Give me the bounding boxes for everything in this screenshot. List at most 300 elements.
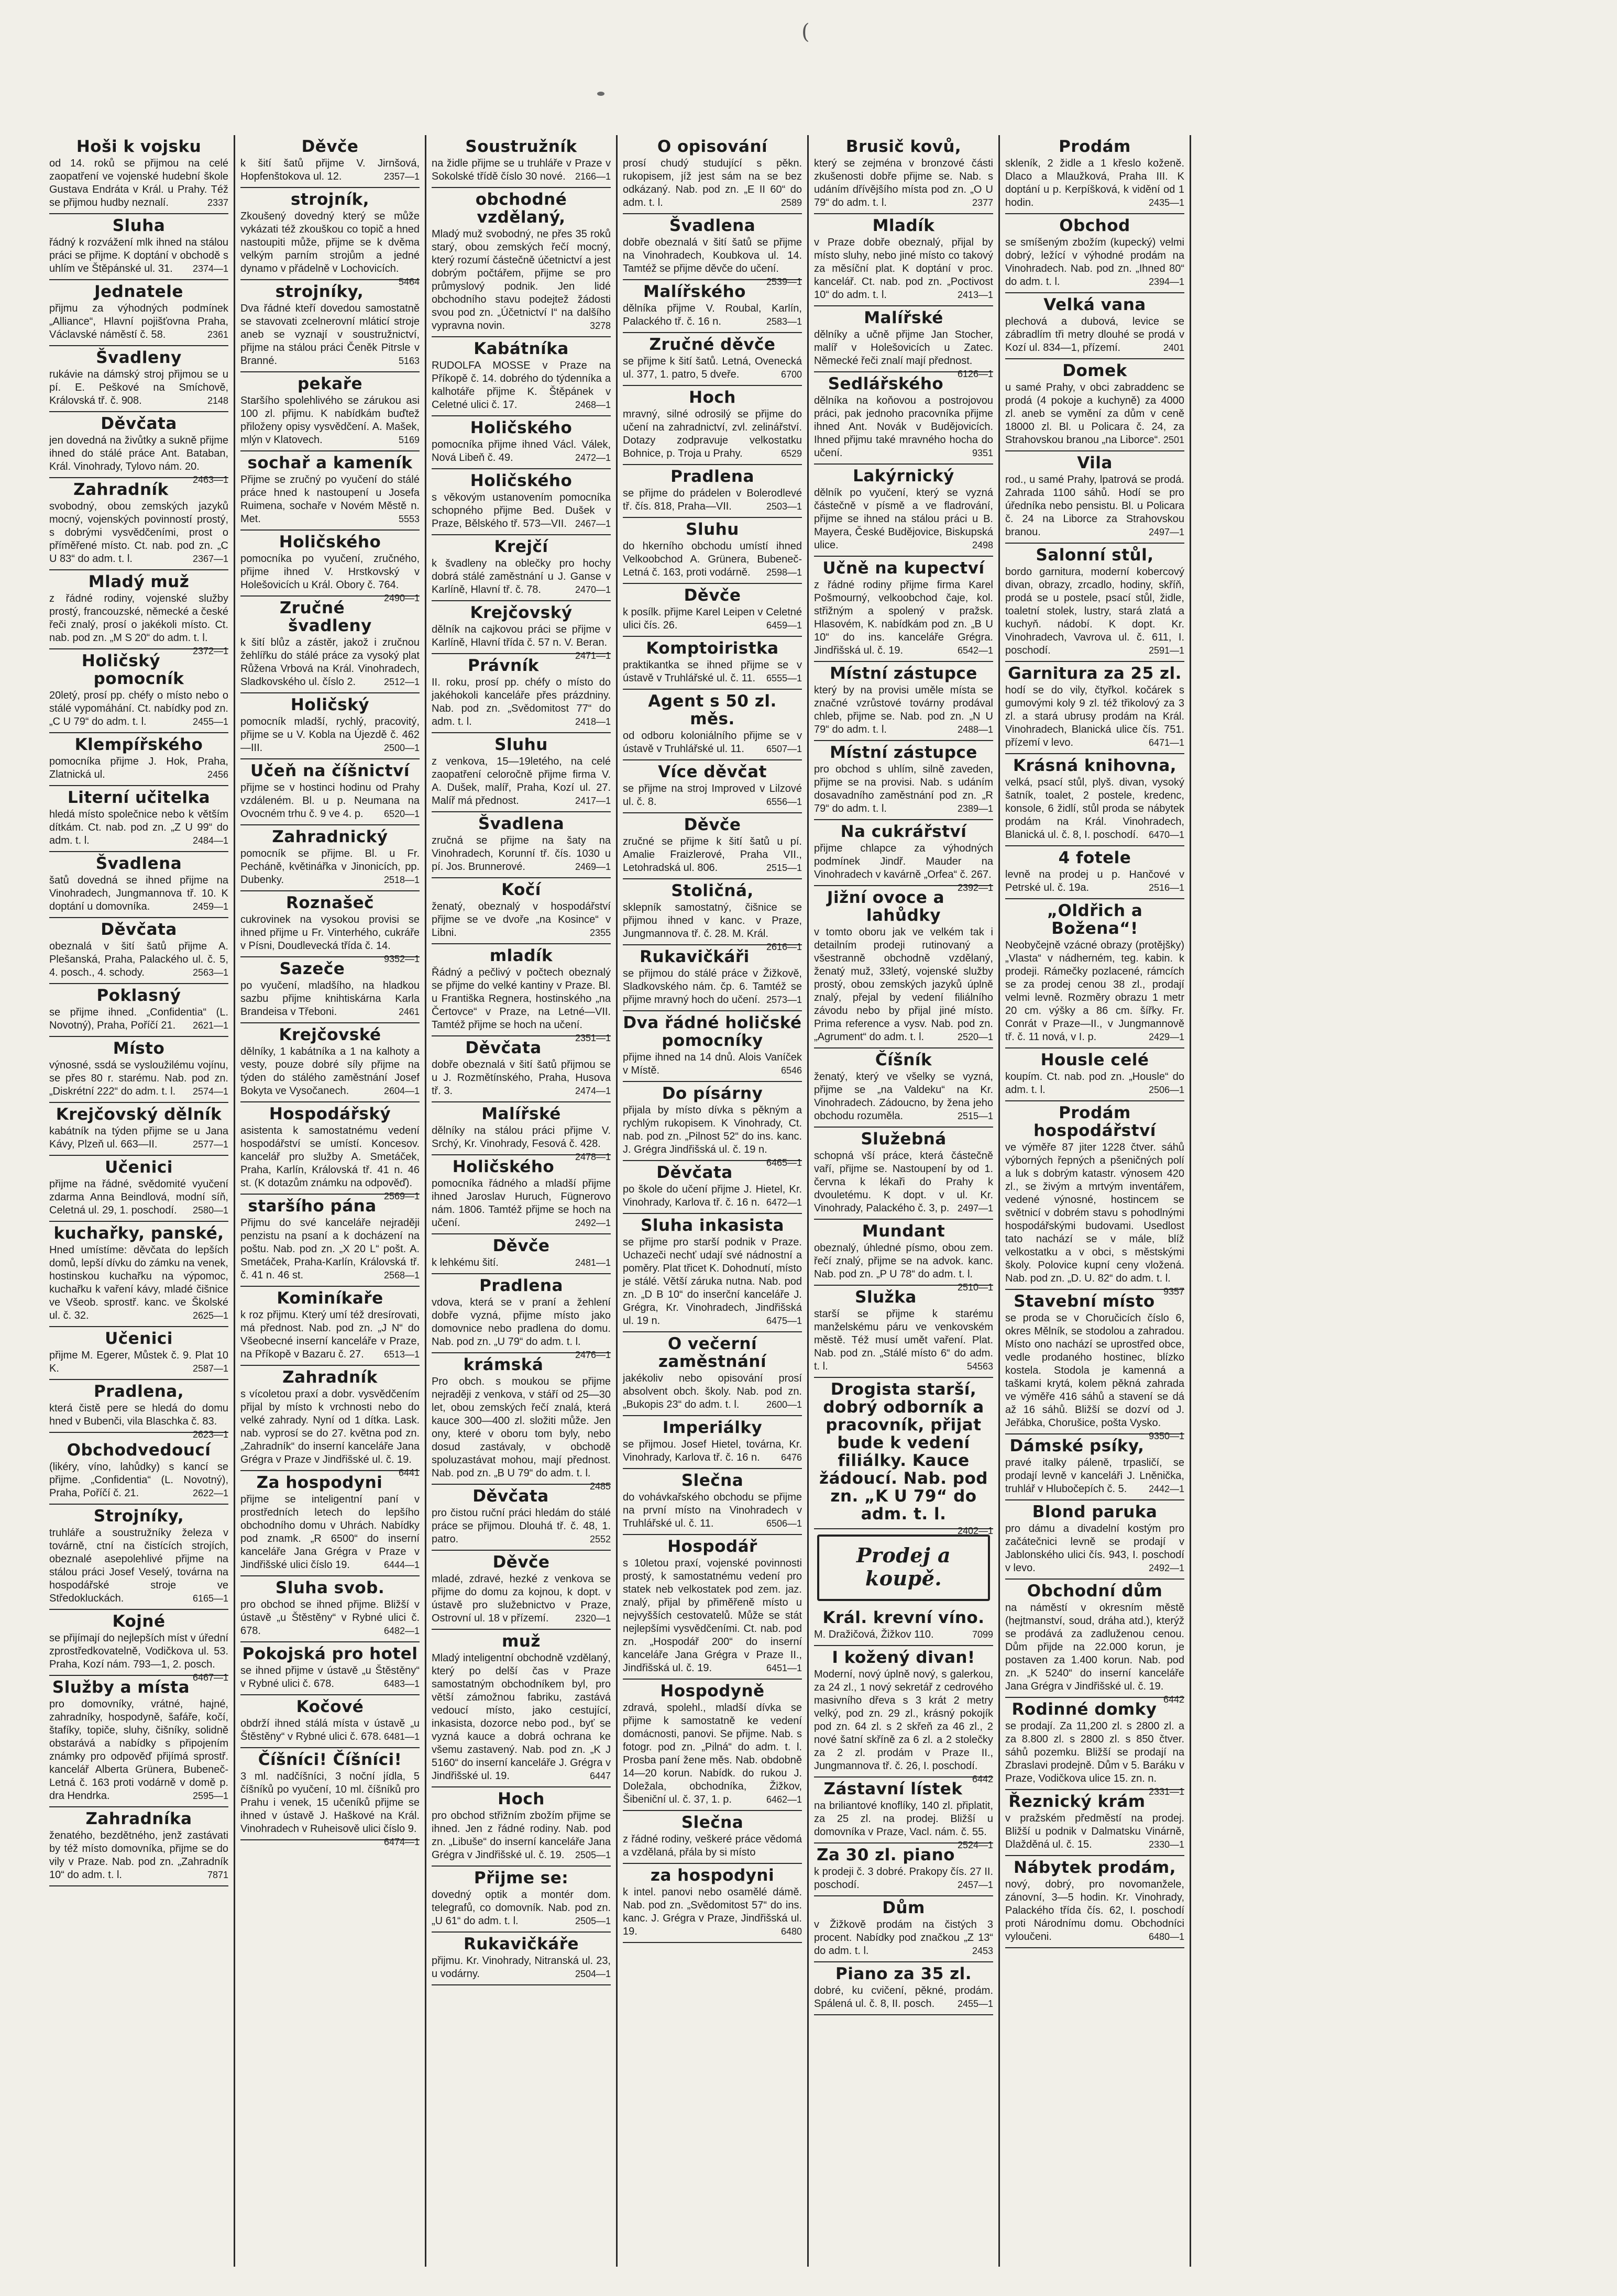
ad-heading: Učně na kupectví (822, 559, 985, 578)
ad-text: na náměstí v okresním městě (hejtmanství, soud, dráha atd.), kterýž se prodává za zadluženou cenou. Dům přijde na 22.000 korun, je postaven za 1.400 korun. Nab. pod zn. „K 5240“ do inserní kanceláře Jana Grégra v Jindřišské ul. č. 19. (1005, 1602, 1184, 1692)
ad-text: přijme chlapce za výhodných podmínek Jindř. Mauder na Vinohradech v kavárně „Orfea“ č. 267. (814, 843, 993, 880)
ad-body (814, 1984, 993, 2011)
ad-body (49, 1125, 228, 1151)
ad-text: dobré, ku cvičení, pěkné, prodám. Spálená ul. č. 8, II. posch. (814, 1985, 993, 2010)
ad-body (623, 1372, 802, 1411)
ad-heading: Mladík (872, 216, 935, 235)
ad-heading: Hoch (689, 388, 736, 407)
ad-text: ve výměře 87 jiter 1228 čtver. sáhů výborných řepných a pšeničných polí a luk s dobrým katastr. výnosem 420 zl., se živým a mrtvým inventářem, vedené výnosné, hostincem se světnicí v dobrém stavu s pohodlnými hospodářskými budovami. Usedlost tato nachází se v mále, blíž velkostatku a v obci, s městskými školy. Polovice kupní ceny vložená. Nab. pod zn. „D. U. 82“ do adm. t. l. (1005, 1142, 1184, 1284)
ad-body (49, 1349, 228, 1375)
ad-heading: Klempířského (74, 735, 203, 754)
ad-code: 6483—1 (383, 1679, 420, 1689)
ad-body (623, 659, 802, 685)
ad-code: 2524—1 (957, 1840, 993, 1850)
ad-body (240, 1045, 420, 1098)
ad-code: 2392—1 (957, 882, 993, 893)
classified-ad (623, 1214, 802, 1332)
ad-body (814, 763, 993, 815)
classified-ad (49, 570, 228, 656)
ad-heading: Místo (113, 1039, 165, 1058)
ad-code: 2442—1 (1148, 1484, 1184, 1494)
classified-ad (49, 1807, 228, 1886)
ad-heading: Holičského (452, 1157, 555, 1176)
ad-body (1005, 776, 1184, 842)
classified-ad (240, 1102, 420, 1201)
ad-heading: pekaře (297, 374, 363, 393)
ad-text: pro domovníky, vrátné, hajné, zahradníky, hospodyně, šafáře, kočí, štafíky, topiče, sluhy, čišníky, solidně obstarává a nabídky s připojením známky pro odpověď přijímá sprostř. kancelář Alberta Grünera, Bubeneč-Letná č. 163 proti vodárně v domě p. dra Hendrka. (49, 1698, 228, 1802)
ad-text: v tomto oboru jak ve velkém tak i detailním prodeji rutinovaný a všestranně obchodně vzdělaný, ženatý muž, 33letý, vojenské služby prostý, obou zemských jazyků úplně znalý, přejal by vedení filiálního závodu nebo by přijal jiné místo. Prima reference a vysv. Nab. pod zn. „Agrument“ do adm. t. l. (814, 926, 993, 1043)
classified-ad (1005, 451, 1184, 544)
ad-text: zručná se přijme na šaty na Vinohradech, Korunní tř. čís. 1030 u pí. Jos. Brunnerové. (432, 835, 611, 873)
classified-ad (240, 1642, 420, 1695)
ad-body (432, 755, 611, 808)
classified-ad (49, 786, 228, 852)
ad-text: se přijme na stroj Improved v Lilzové ul. č. 8. (623, 783, 802, 808)
ad-body (240, 1124, 420, 1201)
ad-text: dělníka na koňovou a postrojovou práci, pak jednoho pracovníka přijme ihned Ant. Novák v Budějovicích. Ihned přijmu také mravného hocha do učení. (814, 395, 993, 459)
ad-body (240, 636, 420, 689)
ad-heading: Literní učitelka (67, 788, 211, 807)
ad-text: k šití blůz a zástěr, jakož i zručnou žehlířku do stálé práce za vysoký plat Růžena Vrbová na Král. Vinohradech, Sladkovského ul. číslo 2. (240, 637, 420, 688)
ad-heading: Mladý muž (88, 572, 190, 591)
ad-body (432, 1375, 611, 1492)
ad-body (814, 926, 993, 1044)
ad-text: v Žižkově prodám na čistých 3 procent. Nabídky pod značkou „Z 13“ do adm. t. l. (814, 1919, 993, 1957)
ad-body (814, 842, 993, 893)
ad-body (49, 940, 228, 979)
classified-ad (49, 1505, 228, 1610)
ad-body (623, 540, 802, 579)
ad-heading: Děvčata (465, 1039, 542, 1057)
classified-ad (814, 1378, 993, 1536)
ad-code: 2573—1 (766, 995, 802, 1005)
ad-code: 6480—1 (1148, 1931, 1184, 1942)
ad-text: dělníky, 1 kabátníka a 1 na kalhoty a vesty, pouze dobré síly přijme na týden do stálého zaměstnání Josef Bokyta ve Vysočanech. (240, 1046, 420, 1097)
ad-heading: Do písárny (662, 1084, 763, 1103)
ad-text: Přijmu do své kanceláře nejraději penzistu na psaní a k docházení na poštu. Nab. pod zn. „X 20 L“ pošt. A. Smetáček, Praha-Karlín, Královská tř. č. 41 n. 46 st. (240, 1217, 420, 1281)
ad-code: 2497—1 (1148, 527, 1184, 537)
ad-text: (likéry, víno, lahůdky) s kancí se přijme. „Confidentia“ (L. Novotný), Praha, Poříčí č. 21. (49, 1461, 228, 1499)
ad-body (240, 1493, 420, 1572)
ad-code: 6126—1 (957, 369, 993, 379)
classified-ad (1005, 1580, 1184, 1705)
ad-code: 2481—1 (575, 1257, 611, 1268)
classified-ad (814, 1606, 993, 1646)
ad-body (240, 473, 420, 526)
ad-code: 6472—1 (766, 1197, 802, 1208)
classified-ad (623, 1864, 802, 1943)
ad-body (432, 1507, 611, 1546)
ad-heading: Malířské (864, 308, 943, 327)
ad-code: 6475—1 (766, 1316, 802, 1326)
classified-ad (814, 820, 993, 893)
ad-heading: sochař a kameník (247, 454, 413, 472)
ad-code: 2394—1 (1148, 277, 1184, 287)
ad-text: schopná vší práce, která částečně vaří, přijme se. Nastoupení by od 1. června k lékaři do Prahy k dvouletému. K dopt. v ul. Kr. Vinohrady, Palackého č. 3, p. (814, 1150, 993, 1214)
ad-text: z venkova, 15—19letého, na celé zaopatření celoročně přijme firma V. A. Dušek, malíř, Praha, Kozí ul. 27. Malíř má přednost. (432, 756, 611, 807)
ad-code: 2367—1 (192, 554, 228, 564)
ad-body (814, 1918, 993, 1958)
ad-body (49, 1461, 228, 1500)
ad-text: který by na provisi uměle místa se značné vzrůstové továrny prodával chleb, přijme se. Nab. pod zn. „N U 79“ do adm. t. l. (814, 685, 993, 735)
ad-code: 6442 (972, 1774, 993, 1784)
ad-code: 2469—1 (575, 862, 611, 872)
ad-code: 6474—1 (383, 1837, 420, 1847)
ad-text: zdravá, spolehl., mladší dívka se přijme k samostatně ke vedení domácnosti, panovi. Se přijme. Nab. s fotogr. pod zn. „Pilná“ do adm. t. l. Prosba paní žene měs. Nab. obdobně 14—20 korun. Nabídk. do rukou J. Doležala, obchodníka, Žižkov, Šibeniční ul. č. 37, 1. p. (623, 1702, 802, 1805)
ad-heading: mladík (489, 946, 553, 965)
ad-code: 2515—1 (766, 863, 802, 873)
ad-text: do hkerního obchodu umístí ihned Velkoobchod A. Grünera, Bubeneč-Letná č. 163, proti vodárně. (623, 540, 802, 578)
ad-body (49, 1059, 228, 1098)
ad-code: 7099 (972, 1629, 993, 1640)
ad-code: 2355 (589, 928, 611, 938)
ad-heading: strojník, (290, 190, 370, 209)
ad-text: se přijmou do stálé práce v Žižkově, Sladkovského nám. čp. 6. Tamtéž se přijme mravný hoch do učení. (623, 968, 802, 1006)
ad-text: Neobyčejně vzácné obrazy (protějšky) „Vlasta“ v nádherném, teg. kabin. k prodeji. Rámečky pozlacené, rámcích se za prodej cenou 38 zl., prodají velmi levně. Rozměry obrazu 1 metr 20 cm. výšky a 86 cm. šířky. Fr. Conrát v Praze—II., v Jungmannově tř. č. 11 nová, v I. p. (1005, 940, 1184, 1043)
classified-ad (49, 214, 228, 280)
ad-body (623, 355, 802, 381)
ad-code: 6482—1 (383, 1626, 420, 1636)
ad-code: 5169 (398, 435, 420, 445)
classified-ad (432, 337, 611, 416)
ad-heading: Hoši k vojsku (76, 137, 202, 156)
classified-ad (432, 1551, 611, 1630)
ad-heading: Hospodář (667, 1537, 757, 1556)
classified-ad (1005, 754, 1184, 846)
ad-heading: staršího pána (248, 1197, 377, 1216)
ad-text: jen dovedná na živůtky a sukně přijme ihned do stálé práce Ant. Bataban, Král. Vinohrady, Tylovo nám. 20. (49, 435, 228, 472)
ad-heading: Kočí (501, 880, 541, 899)
ad-heading: Švadleny (96, 348, 182, 367)
ad-heading: Kočové (296, 1697, 364, 1716)
ad-body (623, 782, 802, 809)
ad-text: pro obchod s uhlím, silně zaveden, přijme se na provisi. Nab. s udáním dosavadního zaměstnání pod zn. „R 79“ do adm. t. l. (814, 764, 993, 814)
ad-text: II. roku, prosí pp. chéfy o místo do jakéhokoli kanceláře přes prázdniny. Nab. pod zn. „Svědomitost 77“ do adm. t. l. (432, 677, 611, 727)
ad-code: 2563—1 (192, 967, 228, 978)
ad-body (49, 874, 228, 913)
ad-heading: Roznašeč (285, 893, 375, 912)
ad-heading: Pradlena, (93, 1382, 184, 1401)
ad-body (432, 676, 611, 728)
ad-text: cukrovinek na vysokou provisi se ihned přijme u Fr. Vinterhého, cukráře v Písni, Doudlevecká třída č. 14. (240, 914, 420, 952)
ad-body (1005, 1602, 1184, 1705)
classified-ad (623, 465, 802, 518)
ad-text: truhláře a soustružníky železa v továrně, ctní na čistících strojích, obeznalé asepolehlivé přijme na stálou práci Josef Veselý, továrna na hospodářské stroje ve Středokluckách. (49, 1527, 228, 1604)
ad-body (240, 210, 420, 287)
ad-body (1005, 1812, 1184, 1851)
ink-spot (597, 92, 604, 96)
ad-body (1005, 939, 1184, 1044)
section-title: Prodej a koupě. (856, 1543, 951, 1590)
ad-heading: za hospodyni (650, 1866, 775, 1885)
ad-code: 2372—1 (192, 646, 228, 656)
ad-body (1005, 1312, 1184, 1441)
classified-ad (432, 535, 611, 601)
ad-code: 2166—1 (575, 171, 611, 182)
ad-text: k šití šatů přijme V. Jirnšová, Hopfenštokova ul. 12. (240, 158, 420, 182)
ad-heading: krámská (463, 1355, 544, 1374)
ad-text: dělník po vyučení, který se vyzná částečně v písmě a ve fladrování, přijme se ihned na stálou práci u B. Mayera, České Budějovice, Biskupská ulice. (814, 487, 993, 551)
ad-code: 6555—1 (766, 673, 802, 683)
ad-code: 6700 (780, 369, 802, 380)
ad-body (623, 835, 802, 875)
classified-ad (814, 557, 993, 662)
ad-heading: Sazeče (279, 959, 345, 978)
ad-heading: Prodám (1059, 137, 1131, 156)
ad-text: 20letý, prosí pp. chéfy o místo nebo o stálé vypomáhání. Ct. nabídky pod zn. „C U 79“ do adm. t. l. (49, 690, 228, 727)
ad-heading: Sluha svob. (275, 1579, 385, 1597)
classified-ad (240, 372, 420, 451)
ad-text: dělníka přijme V. Roubal, Karlín, Palackého tř. č. 16 n. (623, 303, 802, 327)
ad-heading: Garnitura za 25 zl. (1008, 664, 1182, 683)
ad-body (1005, 1522, 1184, 1575)
ad-body (623, 236, 802, 287)
ad-heading: Na cukrářství (840, 822, 967, 841)
ad-body (814, 1866, 993, 1892)
ad-body (1005, 1878, 1184, 1944)
ad-code: 2600—1 (766, 1399, 802, 1410)
classified-ad (49, 1327, 228, 1380)
ad-heading: Více děvčat (658, 763, 767, 781)
classified-ad (240, 531, 420, 603)
ad-body (432, 1955, 611, 1981)
ad-body (814, 236, 993, 302)
ad-body (240, 979, 420, 1019)
classified-ad (623, 760, 802, 813)
classified-ad (623, 1416, 802, 1469)
ad-code: 6476 (780, 1452, 802, 1463)
ad-body (49, 1244, 228, 1322)
classified-ad (432, 733, 611, 812)
ad-code: 54563 (966, 1361, 993, 1372)
classified-ad (814, 662, 993, 741)
ad-text: Zkoušený dovedný který se může vykázati též zkouškou co topič a hned nastoupiti může, přijme se k dvěma velkým parním strojům a jedné dynamo v přádelně v Lochovicích. (240, 211, 420, 274)
ad-heading: Krejčovský dělník (56, 1105, 222, 1124)
classified-ad (240, 1366, 420, 1478)
classified-ad (814, 1646, 993, 1784)
ad-heading: Lakýrnický (853, 467, 954, 485)
ad-heading: Obchod (1059, 216, 1130, 235)
ad-code: 2357—1 (383, 171, 420, 182)
ad-code: 6529 (780, 448, 802, 459)
ad-code: 2455—1 (957, 1999, 993, 2009)
ad-text: do vohávkařského obchodu se přijme na první místo na Vinohradech v Truhlářské ul. č. 11. (623, 1492, 802, 1529)
ad-heading: Domek (1062, 361, 1127, 380)
ad-body (432, 1889, 611, 1928)
ad-body (240, 1664, 420, 1691)
ad-text: dovedný optik a montér dom. telegrafů, co domovník. Nab. pod zn. „U 61“ do adm. t. l. (432, 1889, 611, 1927)
ad-body (49, 1006, 228, 1032)
ad-text: pomocníka přijme J. Hok, Praha, Zlatnická ul. (49, 756, 228, 780)
ad-heading: Dámské psíky, (1009, 1437, 1145, 1455)
ad-text: hledá místo společnice nebo k větším dítkám. Ct. nab. pod zn. „Z U 99“ do adm. t. l. (49, 809, 228, 846)
ad-code: 2417—1 (575, 796, 611, 806)
ad-heading: Učeň na číšnictví (250, 761, 410, 780)
ad-text: výnosné, ssdá se vysloužilému vojínu, se přes 80 r. starému. Nab. pod zn. „Diskrétní 222“ do adm. t. l. (49, 1059, 228, 1097)
ad-text: Staršího spolehlivého se zárukou asi 100 zl. přijmu. K nabídkám buďtež přiloženy opisy vysvědčení. A. Mašek, mlýn v Klatovech. (240, 395, 420, 446)
ad-text: dělníky na stálou práci přijme V. Srchý, Kr. Vinohrady, Fesová č. 428. (432, 1125, 611, 1150)
ad-code: 7871 (207, 1870, 228, 1880)
classified-ad (1005, 1698, 1184, 1797)
ad-code: 5553 (398, 514, 420, 524)
ad-heading: Piano za 35 zl. (835, 1964, 972, 1983)
ad-code: 2330—1 (1148, 1839, 1184, 1850)
ad-body (814, 684, 993, 736)
ad-code: 2377 (972, 197, 993, 208)
ad-text: která čistě pere se hledá do domu hned v Bubenči, vila Blaschka č. 83. (49, 1403, 228, 1427)
ad-text: se smíšeným zbožím (kupecký) velmi dobrý, ležící v výhodné prodám na Vinohradech. Nab. pod zn. „Ihned 80“ do adm. t. l. (1005, 237, 1184, 288)
ad-heading: Služby a místa (52, 1678, 190, 1697)
ad-body (623, 302, 802, 328)
classified-ad (49, 346, 228, 412)
ad-heading: Služka (855, 1288, 917, 1307)
ad-body (240, 1770, 420, 1847)
classified-ad (814, 1286, 993, 1378)
ad-heading: Strojníky, (93, 1507, 184, 1526)
classified-ad (623, 945, 802, 1011)
ad-text: pomocníka přijme ihned Václ. Válek, Nová Libeň č. 49. (432, 439, 611, 463)
classified-ad (432, 1102, 611, 1162)
ad-heading: Velká vana (1043, 295, 1146, 314)
ad-body (623, 1491, 802, 1530)
ad-body (623, 1051, 802, 1077)
ad-heading: Zahradník (73, 480, 169, 499)
ad-heading: Děvče (684, 586, 741, 605)
ad-code: 6447 (589, 1771, 611, 1781)
ad-body (1005, 315, 1184, 355)
classified-ad (240, 759, 420, 825)
ad-body (432, 900, 611, 940)
ad-text: řádný k rozvážení mlk ihned na stálou práci se přijme. K doptání v obchodě s uhlím ve Štěpánské ul. 31. (49, 237, 228, 274)
ad-code: 2320—1 (575, 1613, 611, 1624)
ad-heading: Rukavičkáři (640, 947, 750, 966)
classified-ad (432, 812, 611, 878)
ad-code: 2577—1 (192, 1139, 228, 1150)
ad-text: pro dámu a divadelní kostým pro začátečnici levně se prodají v Jablonského ulici čís. 943, I. poschodí v levo. (1005, 1523, 1184, 1574)
ad-body (240, 1598, 420, 1638)
ad-code: 2331—1 (1148, 1786, 1184, 1797)
ad-code: 9351 (972, 448, 993, 458)
ad-code: 2472—1 (575, 452, 611, 463)
ad-heading: Holičský (290, 696, 370, 714)
classified-ad (623, 637, 802, 690)
ad-body (623, 967, 802, 1007)
ad-body (814, 1242, 993, 1293)
classified-ad (814, 306, 993, 379)
ad-body (49, 236, 228, 275)
ad-code: 2488—1 (957, 724, 993, 735)
ad-text: přijmu. Kr. Vinohrady, Nitranská ul. 23, u vodárny. (432, 1955, 611, 1980)
ad-text: z řádné rodiny přijme firma Karel Pošmourný, velkoobchod čaje, kol. střižným a spolený v pražsk. Hlasovém, K. nabídkám pod zn. „B U 10“ do ins. kanceláře Grégra. Jindřišská ul. č. 19. (814, 579, 993, 656)
classified-ad (49, 649, 228, 733)
ad-heading: Král. krevní víno. (822, 1608, 985, 1627)
ad-body (814, 1800, 993, 1850)
classified-ad (1005, 214, 1184, 293)
ad-heading: Děvčata (101, 920, 177, 939)
classified-ad (1005, 1048, 1184, 1101)
ad-text: nový, dobrý, pro novomanžele, zánovní, 3—5 hodin. Kr. Vinohrady, Palackého třída čís. 62, I. poschodí proti Národnímu domu. Obchodníci vyloučeni. (1005, 1879, 1184, 1942)
ad-body (1005, 1720, 1184, 1797)
ad-heading: Mundant (862, 1222, 945, 1241)
ad-code: 9352—1 (383, 954, 420, 964)
ad-heading: Holičského (470, 471, 573, 490)
ad-heading: Sluha (112, 216, 166, 235)
ad-heading: Stoličná, (671, 881, 754, 900)
ad-text: přijme ihned na 14 dnů. Alois Vaníček v Místě. (623, 1052, 802, 1076)
classified-ad (432, 1036, 611, 1102)
ad-text: hodí se do vily, čtyřkol. kočárek s gumovými koly 9 zl. též třikolový za 3 zl. a stará ubrusy prodám na Král. Vinohradech, Blanická ulice čís. 751. přízemí v levo. (1005, 685, 1184, 748)
classified-ad (623, 1680, 802, 1811)
ad-heading: Děvče (492, 1553, 550, 1572)
ad-code: 2518—1 (383, 875, 420, 885)
classified-ad (1005, 1434, 1184, 1500)
ad-heading: Sluhu (494, 735, 548, 754)
ad-body (623, 157, 802, 209)
classified-ad (623, 214, 802, 287)
ad-code: 2498 (972, 540, 993, 550)
ad-heading: Pokojská pro hotel (242, 1644, 418, 1663)
classified-ad (432, 654, 611, 733)
ad-heading: Děvčata (472, 1487, 549, 1506)
ad-heading: Zahradnický (272, 827, 388, 846)
ad-heading: Švadlena (95, 854, 182, 873)
ad-body (623, 730, 802, 756)
classified-ad (623, 333, 802, 386)
ad-heading: O večerní zaměstnání (658, 1334, 767, 1371)
ad-body (49, 434, 228, 485)
ad-code: 2401 (1163, 343, 1184, 353)
classified-ad (240, 1471, 420, 1576)
ad-heading: muž (502, 1632, 541, 1651)
ad-code: 6470—1 (1148, 830, 1184, 840)
ad-text: přijme se v hostinci hodinu od Prahy vzdáleném. Bl. u p. Neumana na Ovocném trhu č. 9 ve 4. p. (240, 782, 420, 820)
ad-code: 2497—1 (957, 1203, 993, 1213)
ad-text: přijala by místo dívka s pěkným a rychlým rukopisem. K Vinohrady, Ct. nab. pod zn. „Pilnost 52“ do ins. kanc. J. Grégra Jindřišská ul. č. 19 n. (623, 1105, 802, 1155)
classified-ad (623, 690, 802, 760)
ad-text: se prodají. Za 11,200 zl. s 2800 zl. a za 8.800 zl. s 2800 zl. s 850 čtver. sáhů pozemku. Bližší se prodají na Zbraslavi prodejně. Dům v 5. Baráku v Praze, Vodičkova ulice 15. zn. n. (1005, 1720, 1184, 1784)
ad-body (432, 1124, 611, 1162)
ad-heading: Místní zástupce (830, 743, 977, 762)
ad-code: 2520—1 (957, 1032, 993, 1042)
ad-heading: Služebná (861, 1130, 947, 1149)
ad-body (814, 1308, 993, 1373)
ad-body (1005, 1141, 1184, 1297)
ad-code: 6467—1 (192, 1672, 228, 1683)
ad-heading: Krejčovské (279, 1025, 381, 1044)
ad-text: na židle přijme se u truhláře v Praze v Sokolské třídě číslo 30 nové. (432, 158, 611, 182)
ad-code: 2515—1 (957, 1111, 993, 1121)
ad-text: plechová a dubová, levice se zábradlím tři metry dlouhé se prodá v Kozí ul. 834—1, přízemí. (1005, 316, 1184, 354)
ad-heading: Holičského (279, 533, 381, 551)
ad-text: pro obchod se ihned přijme. Bližší v ústavě „u Štěstěny“ v Rybné ulici č. 678. (240, 1599, 420, 1637)
ad-code: 2569—1 (383, 1191, 420, 1201)
classified-ad (240, 1748, 420, 1847)
classified-ad (432, 1274, 611, 1360)
ad-body (432, 966, 611, 1043)
ad-heading: Švadlena (478, 814, 565, 833)
ad-body (240, 1217, 420, 1282)
ad-code: 2625—1 (192, 1310, 228, 1321)
ad-body (1005, 566, 1184, 657)
ad-text: dobře obeznalá v šití šatů přijmou se u J. Rozmětínského, Praha, Husova tř. 3. (432, 1059, 611, 1097)
ad-body (432, 491, 611, 531)
ad-code: 2512—1 (383, 677, 420, 687)
ad-heading: Kojné (112, 1612, 166, 1631)
classified-ad (623, 1535, 802, 1680)
ad-code: 2604—1 (383, 1086, 420, 1096)
ad-body (623, 1886, 802, 1938)
ad-body (432, 1809, 611, 1862)
